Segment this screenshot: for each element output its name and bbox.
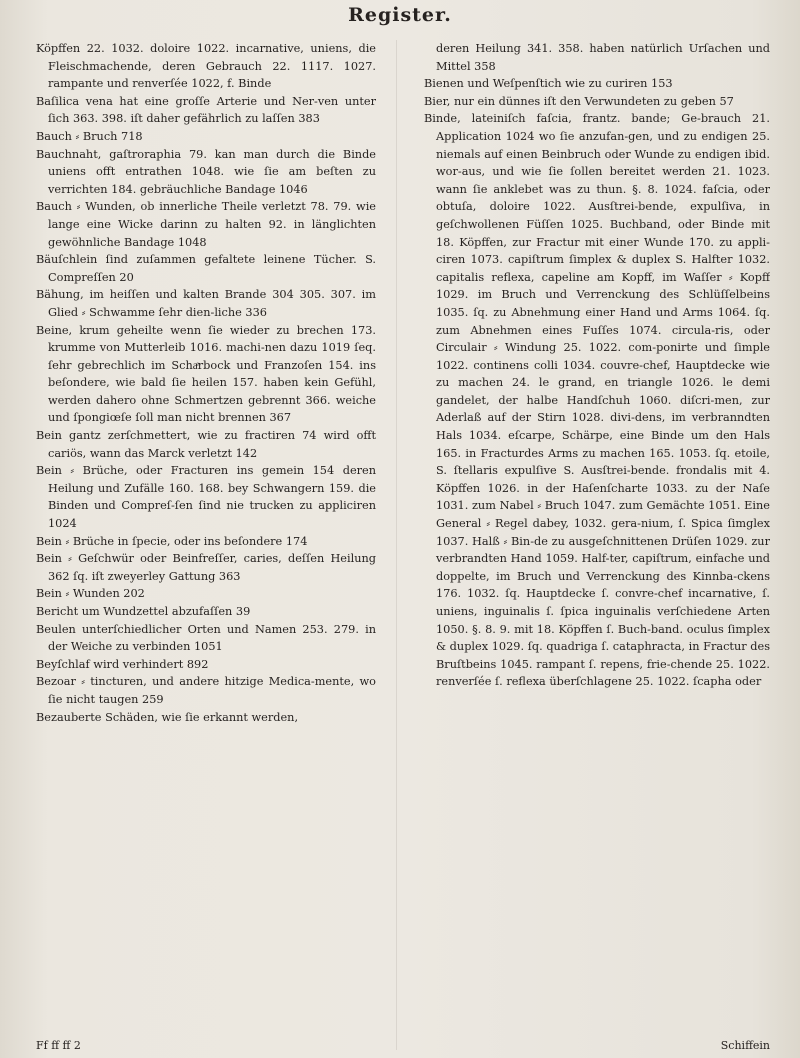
index-entry: Bein gantz zerſchmettert, wie zu fractiren 74 wird offt cariös, wann das Marck verletzt 142 (36, 429, 376, 460)
index-entry: Bäuſchlein ſind zuſammen gefaltete leinene Tücher. S. Compreſſen 20 (36, 253, 376, 284)
index-entry: Binde, lateiniſch faſcia, frantz. bande; Ge-brauch 21. Application 1024 wo ſie anzufan-gen, und zu endigen 25. niemals auf einen Beinbruch oder Wunde zu endigen ibid. wor-aus, und wie ſie ſollen bereitet werden 21. 1023. wann ſie anklebet was zu thun. §. 8. 1024. faſcia, oder obtuſa, doloire 1022. Ausſtrei-bende, expulſiva, in geſchwollenen Füſſen 1025. Buchband, oder Binde mit 18. Köpffen, zur Fractur mit einer Wunde 170. zu appli-ciren 1073. capiſtrum ſimplex & duplex S. Halfter 1032. capitalis reflexa, capeline am Kopff, im Waſſer ⸗ Kopff 1029. im Bruch und Verrenckung des Schlüſſelbeins 1035. ſq. zu Abnehmung einer Hand und Arms 1064. ſq. zum Abnehmen eines Fuſſes 1074. circula-ris, oder Circulair ⸗ Windung 25. 1022. com-ponirte und ſimple 1022. continens colli 1034. couvre-chef, Hauptdecke wie zu machen 24. le grand, en triangle 1026. le demi gandelet, der halbe Handſchuh 1060. diſcri-men, zur Aderlaß auf der Stirn 1028. divi-dens, im verbranndten Hals 1034. eſcarpe, Schärpe, eine Binde um den Hals 165. in Fracturdes Arms zu machen 165. 1053. ſq. etoile, S. ſtellaris expulſive S. Ausſtrei-bende. frondalis mit 4. Köpffen 1026. in der Haſenſcharte 1033. zu der Naſe 1031. zum Nabel ⸗ Bruch 1047. zum Gemächte 1051. Eine General ⸗ Regel dabey, 1032. gera-nium, ſ. Spica ſimglex 1037. Halß ⸗ Bin-de zu ausgeſchnittenen Drüſen 1029. zur verbrandten Hand 1059. Half-ter, capiſtrum, einfache und doppelte, im Bruch und Verrenckung des Kinnba-ckens 176. 1032. ſq. Hauptdecke ſ. convre-chef incarnative, ſ. uniens, inguinalis ſ. ſpica inguinalis verſchiedene Arten 1050. §. 8. 9. mit 18. Köpffen ſ. Buch-band. oculus ſimplex & duplex 1029. ſq. quadriga ſ. cataphracta, in Fractur des Bruſtbeins 1045. rampant ſ. repens, frie-chende 25. 1022. renverſée ſ. reflexa überſchlagene 25. 1022. ſcapha oder (424, 112, 770, 689)
index-entry: Bienen und Weſpenſtich wie zu curiren 153 (424, 77, 673, 91)
index-entry: Bezoar ⸗ tincturen, und andere hitzige Medica-mente, wo ſie nicht taugen 259 (36, 675, 376, 706)
index-entry: Bein ⸗ Geſchwür oder Beinfreſſer, caries, deſſen Heilung 362 ſq. iſt zweyerley Gattung 363 (36, 552, 376, 583)
page-footer (36, 1039, 770, 1052)
index-entry: Beulen unterſchiedlicher Orten und Namen 253. 279. in der Weiche zu verbinden 1051 (36, 622, 376, 654)
index-entry: Bauchnaht, gaſtroraphia 79. kan man durch die Binde uniens offt entrathen 1048. wie ſie am beſten zu verrichten 184. gebräuchliche Bandage 1046 (36, 147, 376, 196)
index-entry: Beyſchlaf wird verhindert 892 (36, 657, 209, 671)
index-entry: Baſilica vena hat eine groſſe Arterie und Ner-ven unter ſich 363. 398. iſt daher gefährlich zu laſſen 383 (36, 94, 376, 126)
page-header: Register. (348, 4, 452, 26)
index-entry: Bauch ⸗ Bruch 718 (36, 129, 143, 143)
index-entry: Bericht um Wundzettel abzufaſſen 39 (36, 605, 251, 618)
catchword: Schiffein (720, 1039, 770, 1052)
index-entry: Bähung, im heiſſen und kalten Brande 304 305. 307. im Glied ⸗ Schwamme ſehr dien-liche 336 (36, 288, 376, 319)
index-entry: Bier, nur ein dünnes iſt den Verwundeten zu geben 57 (424, 94, 734, 108)
index-entry: Bein ⸗ Wunden 202 (36, 587, 145, 601)
index-entry: Bein ⸗ Brüche in ſpecie, oder ins beſondere 174 (36, 534, 308, 548)
index-entry: Bauch ⸗ Wunden, ob innerliche Theile verletzt 78. 79. wie lange eine Wicke darinn zu halten 92. in länglichten gewöhnliche Bandage 1048 (36, 200, 376, 249)
left-column (36, 40, 376, 1050)
index-entry: Bein ⸗ Brüche, oder Fracturen ins gemein 154 deren Heilung und Zufälle 160. 168. bey Schwangern 159. die Binden und Compreſ-ſen ſind nie trucken zu appliciren 1024 (36, 464, 376, 531)
index-entry: Köpffen 22. 1032. doloire 1022. incarnative, uniens, die Fleischmachende, deren Gebrauch 22. 1117. 1027. rampante und renverſée 1022, f. Binde (36, 42, 376, 91)
right-column (424, 40, 770, 1050)
index-entry: deren Heilung 341. 358. haben natürlich Urſachen und Mittel 358 (436, 42, 770, 73)
index-entry: Bezauberte Schäden, wie ſie erkannt werden, (36, 710, 299, 724)
column-gutter (396, 40, 397, 1050)
signature-mark: Ff ff ff 2 (36, 1039, 81, 1052)
index-entry: Beine, krum geheilte wenn ſie wieder zu brechen 173. krumme von Mutterleib 1016. machi-nen dazu 1019 ſeq. ſehr gebrechlich im Schaͤrbock und Franzoſen 154. ins beſondere, wie bald ſie heilen 157. haben kein Gefühl, werden dahero ohne Schmertzen gebrennt 366. weiche und ſpongiœſe ſoll man nicht brennen 367 (36, 323, 376, 425)
